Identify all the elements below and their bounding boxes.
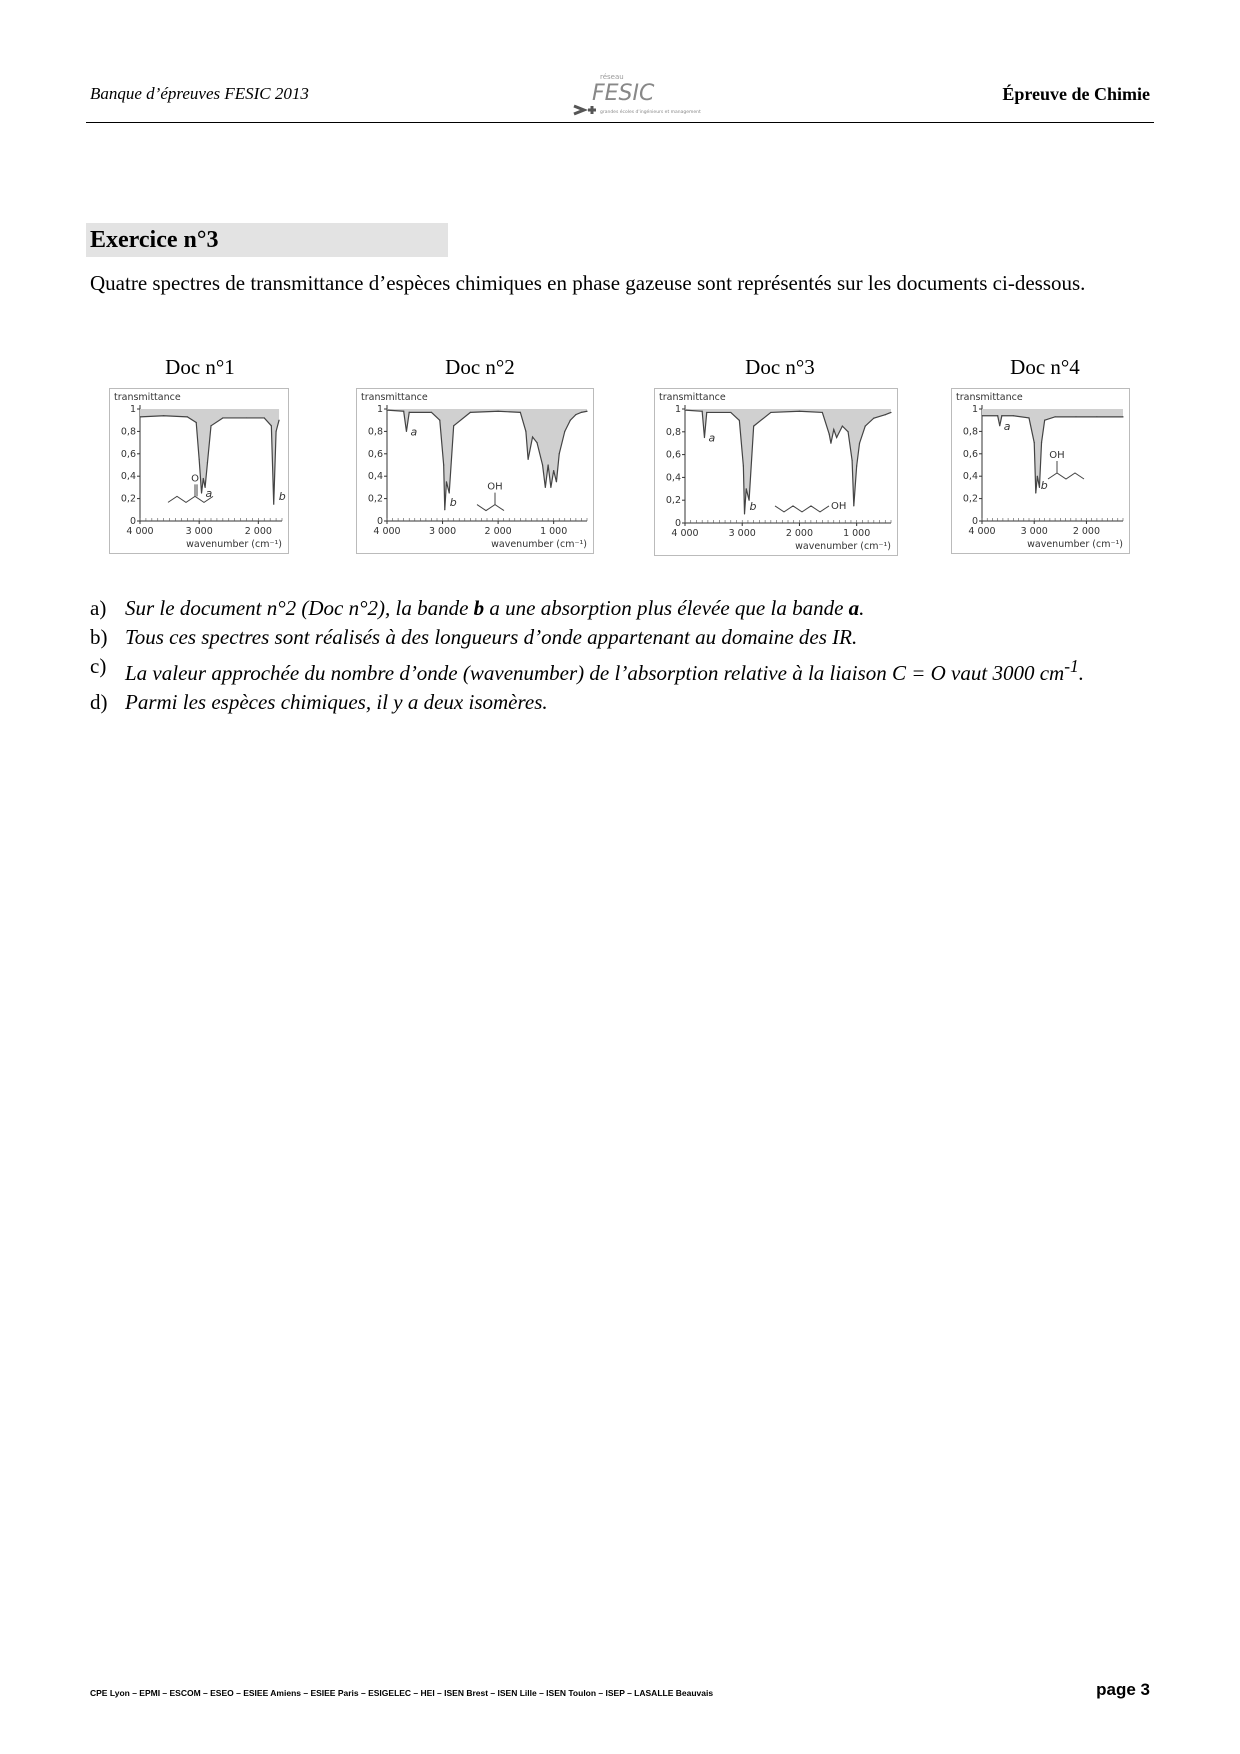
y-tick-label: 0 — [971, 516, 978, 527]
spectrum-doc-2 — [356, 388, 594, 554]
spectrum-doc-4 — [951, 388, 1130, 554]
question-letter: c) — [90, 654, 107, 678]
x-tick-label: 4 000 — [671, 528, 699, 539]
data-point — [409, 412, 410, 413]
data-point — [528, 459, 529, 460]
question-superscript: -1 — [1064, 656, 1079, 676]
data-point — [278, 420, 279, 421]
x-tick-label: 4 000 — [373, 526, 401, 537]
data-point — [520, 412, 521, 413]
y-tick-label: 0 — [376, 516, 383, 527]
data-point — [1122, 416, 1123, 417]
y-axis-label: transmittance — [659, 392, 726, 403]
y-tick-label: 0,2 — [962, 493, 978, 505]
data-point — [706, 412, 707, 413]
absorption-fill — [387, 409, 587, 510]
y-tick-label: 0,8 — [665, 426, 681, 438]
question-text: La valeur approchée du nombre d’onde (wavenumber) de l’absorption relative à la liaison C = O vaut 3000 cm — [125, 661, 1065, 685]
doc-label-1: Doc n°1 — [165, 355, 235, 379]
data-point — [743, 465, 744, 466]
y-tick-label: 0,4 — [665, 472, 681, 484]
data-point — [865, 426, 866, 427]
question-letter: d) — [90, 690, 108, 714]
data-point — [1001, 415, 1002, 416]
molecule-group-label: O — [191, 473, 199, 485]
data-point — [453, 425, 454, 426]
data-point — [548, 464, 549, 465]
x-tick-label: 4 000 — [126, 526, 154, 537]
question-d — [90, 688, 1150, 717]
data-point — [271, 425, 272, 426]
molecule-skeleton — [1048, 473, 1084, 479]
x-axis-label: wavenumber (cm⁻¹) — [186, 539, 282, 550]
exercise-title: Exercice n°3 — [86, 223, 448, 257]
question-text: Sur le document n°2 (Doc n°2), la bande b a une absorption plus élevée que la bande a. — [125, 596, 865, 620]
data-point — [570, 420, 571, 421]
data-point — [525, 431, 526, 432]
data-point — [532, 436, 533, 437]
data-point — [246, 417, 247, 418]
y-tick-label: 0 — [129, 516, 136, 527]
data-point — [799, 411, 800, 412]
doc-label-3: Doc n°3 — [745, 355, 815, 379]
data-point — [207, 462, 208, 463]
molecule-skeleton — [477, 505, 504, 511]
data-point — [830, 443, 831, 444]
data-point — [833, 429, 834, 430]
data-point — [704, 437, 705, 438]
question-text: Tous ces spectres sont réalisés à des longueurs d’onde appartenant au domaine des IR. — [125, 625, 858, 649]
y-tick-label: 1 — [376, 404, 383, 415]
data-point — [981, 415, 982, 416]
data-point — [859, 443, 860, 444]
y-tick-label: 0,8 — [367, 426, 383, 438]
molecule-group-label: OH — [831, 500, 847, 512]
fesic-logo — [570, 70, 701, 120]
data-point — [575, 414, 576, 415]
data-point — [822, 412, 823, 413]
header-exam-bank: Banque d’épreuves FESIC 2013 — [90, 84, 309, 103]
data-point — [210, 425, 211, 426]
y-tick-label: 1 — [971, 404, 978, 415]
x-tick-label: 1 000 — [843, 528, 871, 539]
data-point — [873, 418, 874, 419]
logo-main-text: FESIC — [592, 81, 655, 106]
absorption-fill — [685, 409, 891, 514]
band-label-a: a — [708, 431, 716, 445]
y-tick-label: 0,8 — [962, 426, 978, 438]
data-point — [581, 412, 582, 413]
y-axis-label: transmittance — [114, 392, 181, 403]
molecule-group-label: OH — [1049, 450, 1065, 461]
doc-label-4: Doc n°4 — [1010, 355, 1080, 379]
data-point — [556, 481, 557, 482]
data-point — [196, 422, 197, 423]
data-point — [842, 426, 843, 427]
molecule-group-label: OH — [487, 481, 503, 493]
y-tick-label: 0,4 — [120, 471, 136, 483]
data-point — [739, 420, 740, 421]
x-tick-label: 3 000 — [185, 526, 213, 537]
data-point — [997, 415, 998, 416]
question-a — [90, 594, 1150, 623]
data-point — [443, 464, 444, 465]
data-point — [187, 416, 188, 417]
x-axis-label: wavenumber (cm⁻¹) — [491, 539, 587, 550]
x-tick-label: 2 000 — [785, 528, 814, 539]
data-point — [1055, 416, 1056, 417]
data-point — [770, 412, 771, 413]
question-tail: . — [1078, 661, 1085, 685]
y-tick-label: 0,4 — [367, 471, 383, 483]
data-point — [746, 488, 747, 489]
data-point — [1037, 476, 1038, 477]
y-tick-label: 0,6 — [367, 448, 383, 460]
logo-top-text: réseau — [600, 73, 624, 81]
band-label-a: a — [1003, 419, 1011, 433]
header-subject: Épreuve de Chimie — [1002, 84, 1150, 104]
data-point — [542, 464, 543, 465]
data-point — [851, 460, 852, 461]
data-point — [449, 492, 450, 493]
spectrum-doc-3 — [654, 388, 898, 556]
x-axis-label: wavenumber (cm⁻¹) — [1027, 539, 1123, 550]
y-tick-label: 0,2 — [367, 493, 383, 505]
data-point — [199, 459, 200, 460]
data-point — [730, 412, 731, 413]
data-point — [1041, 442, 1042, 443]
y-tick-label: 0,6 — [665, 449, 681, 461]
data-point — [1075, 416, 1076, 417]
question-b — [90, 623, 1150, 652]
data-point — [201, 492, 202, 493]
y-tick-label: 0,2 — [120, 493, 136, 505]
data-point — [273, 504, 274, 505]
data-point — [536, 442, 537, 443]
x-tick-label: 4 000 — [968, 526, 996, 537]
data-point — [406, 431, 407, 432]
logo-sub-text: grandes écoles d'ingénieurs et management — [600, 110, 701, 115]
y-axis-label: transmittance — [956, 392, 1023, 403]
data-point — [444, 509, 445, 510]
page-number: page 3 — [1096, 1680, 1150, 1699]
x-tick-label: 2 000 — [1072, 526, 1101, 537]
question-c — [90, 652, 1150, 688]
data-point — [856, 465, 857, 466]
y-tick-label: 1 — [674, 404, 681, 415]
x-tick-label: 1 000 — [540, 526, 568, 537]
data-point — [744, 513, 745, 514]
band-label-a: a — [205, 487, 213, 500]
header-divider — [86, 122, 1154, 123]
exercise-intro: Quatre spectres de transmittance d’espèces chimiques en phase gazeuse sont représentés sur les documents ci-dessous. — [90, 271, 1086, 295]
data-point — [684, 410, 685, 411]
data-point — [439, 420, 440, 421]
data-point — [431, 412, 432, 413]
data-point — [847, 431, 848, 432]
y-tick-label: 0,2 — [665, 495, 681, 507]
data-point — [163, 415, 164, 416]
data-point — [829, 433, 830, 434]
data-point — [275, 431, 276, 432]
data-point — [403, 411, 404, 412]
data-point — [1035, 492, 1036, 493]
data-point — [885, 414, 886, 415]
x-tick-label: 2 000 — [244, 526, 272, 537]
data-point — [702, 411, 703, 412]
data-point — [498, 411, 499, 412]
data-point — [550, 487, 551, 488]
x-axis-label: wavenumber (cm⁻¹) — [795, 541, 891, 552]
y-axis-label: transmittance — [361, 392, 428, 403]
data-point — [553, 470, 554, 471]
data-point — [1096, 416, 1097, 417]
band-label-b: b — [1040, 479, 1048, 492]
x-tick-label: 3 000 — [1020, 526, 1048, 537]
x-tick-label: 2 000 — [484, 526, 512, 537]
band-label-b: b — [449, 495, 457, 509]
data-point — [1013, 415, 1014, 416]
data-point — [564, 431, 565, 432]
data-point — [446, 481, 447, 482]
data-point — [1034, 442, 1035, 443]
footer-schools: CPE Lyon – EPMI – ESCOM – ESEO – ESIEE Amiens – ESIEE Paris – ESIGELEC – HEI – ISEN Brest – ISEN Lille – ISEN Toulon – ISEP – LASALLE Beauvais — [90, 1688, 714, 1698]
data-point — [222, 417, 223, 418]
data-point — [559, 453, 560, 454]
data-point — [1028, 417, 1029, 418]
data-point — [1044, 420, 1045, 421]
question-letter: a) — [90, 596, 107, 620]
y-tick-label: 0,8 — [120, 426, 136, 438]
data-point — [836, 437, 837, 438]
question-letter: b) — [90, 625, 108, 649]
data-point — [139, 416, 140, 417]
data-point — [890, 412, 891, 413]
y-tick-label: 0 — [674, 518, 681, 529]
data-point — [999, 425, 1000, 426]
question-list — [90, 594, 1150, 717]
question-text: Parmi les espèces chimiques, il y a deux isomères. — [125, 690, 548, 714]
band-label-a: a — [410, 425, 418, 439]
data-point — [753, 426, 754, 427]
data-point — [470, 412, 471, 413]
data-point — [545, 487, 546, 488]
molecule-skeleton — [775, 506, 829, 512]
data-point — [203, 478, 204, 479]
spectrum-doc-1 — [109, 388, 289, 554]
y-tick-label: 0,4 — [962, 471, 978, 483]
band-label-b: b — [749, 499, 757, 513]
data-point — [586, 411, 587, 412]
data-point — [386, 410, 387, 411]
y-tick-label: 1 — [129, 404, 136, 415]
x-tick-label: 3 000 — [728, 528, 756, 539]
data-point — [853, 505, 854, 506]
y-tick-label: 0,6 — [120, 448, 136, 460]
band-label-b: b — [278, 490, 286, 504]
data-point — [264, 417, 265, 418]
y-tick-label: 0,6 — [962, 448, 978, 460]
doc-label-2: Doc n°2 — [445, 355, 515, 379]
x-tick-label: 3 000 — [428, 526, 457, 537]
